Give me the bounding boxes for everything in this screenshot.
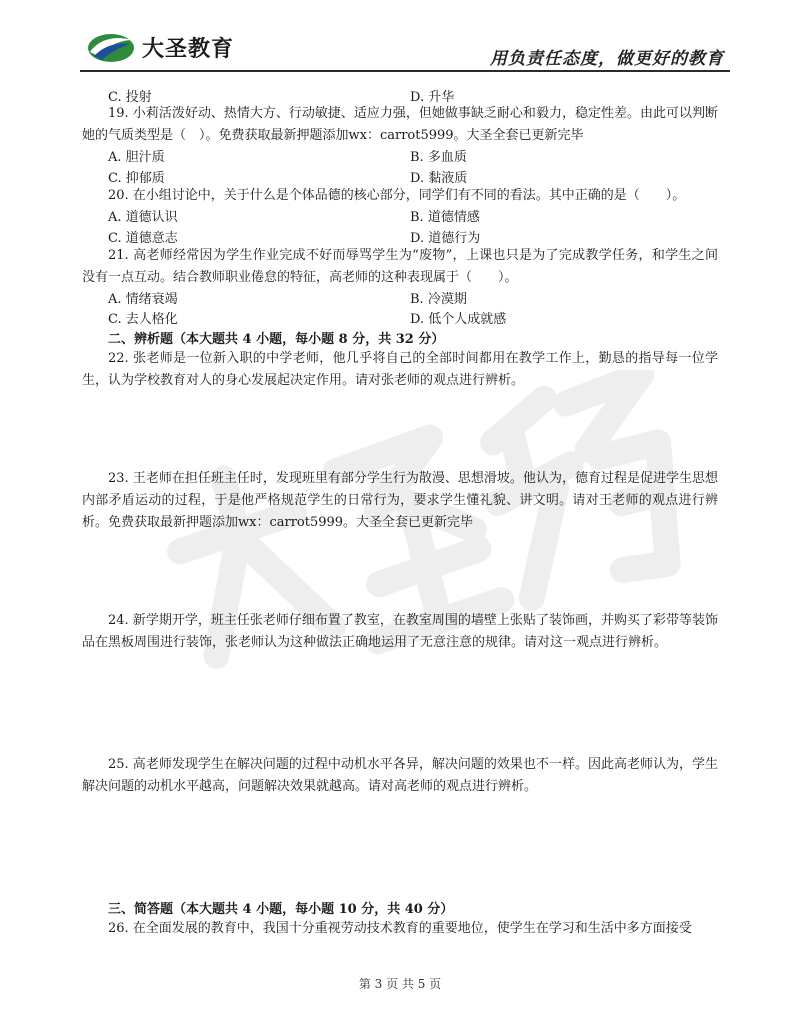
question-25: 25. 高老师发现学生在解决问题的过程中动机水平各异，解决问题的效果也不一样。因此高老师认为，学生解决问题的动机水平越高，问题解决效果就越高。请对高老师的观点进行辨析。 (82, 757, 718, 794)
logo-icon (86, 28, 136, 64)
q20-option-d: D. 道德行为 (410, 231, 481, 246)
q18-option-d: D. 升华 (410, 90, 455, 105)
question-24: 24. 新学期开学，班主任张老师仔细布置了教室，在教室周围的墙壁上张贴了装饰画，并购买了彩带等装饰品在黑板周围进行装饰，张老师认为这种做法正确地运用了无意注意的规律。请对这一观点进行辨析。 (82, 613, 718, 650)
question-26: 26. 在全面发展的教育中，我国十分重视劳动技术教育的重要地位，使学生在学习和生活中多方面接受 (108, 921, 692, 936)
header-slogan: 用负责任态度，做更好的教育 (490, 49, 724, 69)
question-19: 19. 小莉活泼好动、热情大方、行动敏捷、适应力强，但她做事缺乏耐心和毅力，稳定性差。由此可以判断她的气质类型是（ ）。免费获取最新押题添加wx：carrot5999。大圣全套已更新完毕 (82, 106, 718, 143)
q19-option-d: D. 黏液质 (410, 171, 468, 186)
header-divider (80, 70, 730, 72)
question-23: 23. 王老师在担任班主任时，发现班里有部分学生行为散漫、思想滑坡。他认为，德育过程是促进学生思想内部矛盾运动的过程，于是他严格规范学生的日常行为，要求学生懂礼貌、讲文明。请对王老师的观点进行辨析。免费获取最新押题添加wx：carrot5999。大圣全套已更新完毕 (82, 471, 718, 530)
section-3-heading: 三、简答题（本大题共 4 小题，每小题 10 分，共 40 分） (108, 902, 454, 917)
q19-option-c: C. 抑郁质 (108, 171, 165, 186)
q21-option-b: B. 冷漠期 (410, 292, 467, 307)
q21-option-d: D. 低个人成就感 (410, 312, 507, 327)
question-20: 20. 在小组讨论中，关于什么是个体品德的核心部分，同学们有不同的看法。其中正确的是（ ）。 (108, 188, 686, 203)
question-21: 21. 高老师经常因为学生作业完成不好而辱骂学生为“废物”，上课也只是为了完成教学任务，和学生之间没有一点互动。结合教师职业倦怠的特征，高老师的这种表现属于（ ）。 (82, 248, 718, 285)
q19-option-a: A. 胆汁质 (108, 150, 165, 165)
q21-option-a: A. 情绪衰竭 (108, 292, 178, 307)
section-2-heading: 二、辨析题（本大题共 4 小题，每小题 8 分，共 32 分） (108, 332, 445, 347)
question-22: 22. 张老师是一位新入职的中学老师，他几乎将自己的全部时间都用在教学工作上，勤恳的指导每一位学生，认为学校教育对人的身心发展起决定作用。请对张老师的观点进行辨析。 (82, 351, 718, 388)
q18-option-c: C. 投射 (108, 90, 152, 105)
brand-name: 大圣教育 (142, 37, 235, 62)
q20-option-a: A. 道德认识 (108, 210, 178, 225)
page-header (80, 24, 730, 74)
page-number: 第 3 页 共 5 页 (358, 977, 442, 991)
q19-option-b: B. 多血质 (410, 150, 467, 165)
q20-option-b: B. 道德情感 (410, 210, 480, 225)
q21-option-c: C. 去人格化 (108, 312, 178, 327)
q20-option-c: C. 道德意志 (108, 231, 178, 246)
